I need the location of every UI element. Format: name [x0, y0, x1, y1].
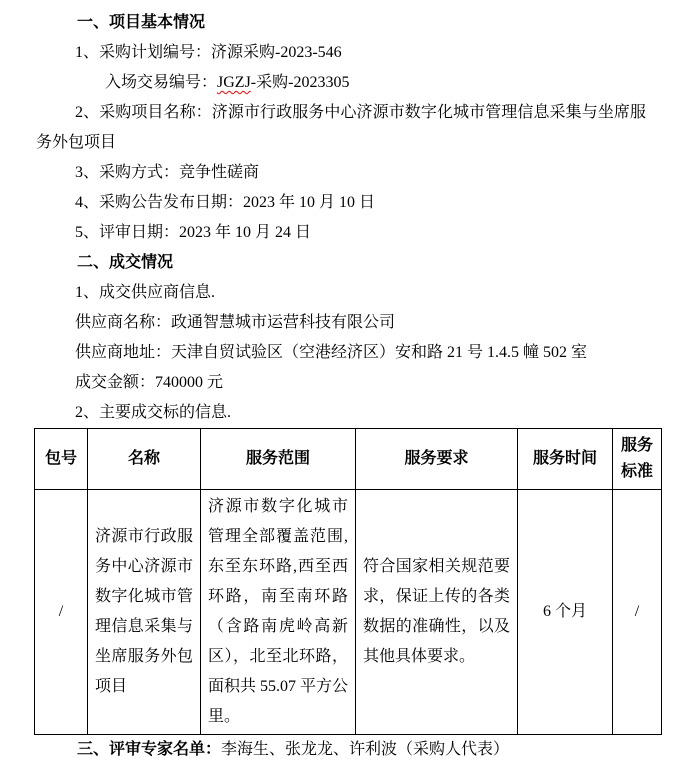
review-date-line: 5、评审日期：2023 年 10 月 24 日	[75, 224, 312, 241]
header-service-time: 服务时间	[518, 429, 613, 490]
header-service-scope: 服务范围	[201, 429, 356, 490]
experts-list-line	[36, 735, 646, 765]
procurement-method-line: 3、采购方式：竞争性磋商	[75, 164, 260, 181]
cell-service-standard: /	[613, 490, 662, 735]
supplier-name-line: 供应商名称：政通智慧城市运营科技有限公司	[75, 314, 396, 331]
trade-number-flagged-code: JGZJ	[217, 74, 251, 91]
cell-service-requirements: 符合国家相关规范要求，保证上传的各类数据的准确性，以及其他具体要求。	[356, 490, 518, 735]
trade-number-line	[36, 68, 646, 98]
table-header-row	[35, 429, 662, 490]
table-row	[35, 490, 662, 735]
cell-name: 济源市行政服务中心济源市数字化城市管理信息采集与坐席服务外包项目	[88, 490, 201, 735]
header-name: 名称	[88, 429, 201, 490]
project-name-line: 2、采购项目名称：济源市行政服务中心济源市数字化城市管理信息采集与坐席服务外包项目	[36, 104, 646, 151]
header-service-standard: 服务标准	[613, 429, 662, 490]
cell-service-scope: 济源市数字化城市管理全部覆盖范围,东至东环路,西至西环路，南至南环路（含路南虎岭高新区），北至北环路，面积共 55.07 平方公里。	[201, 490, 356, 735]
section2-heading: 二、成交情况	[77, 254, 174, 271]
award-subject-title: 2、主要成交标的信息.	[75, 404, 232, 421]
header-service-requirements: 服务要求	[356, 429, 518, 490]
plan-number-line: 1、采购计划编号：济源采购-2023-546	[75, 44, 342, 61]
experts-list-names: 李海生、张龙龙、许利波（采购人代表）	[221, 741, 510, 758]
cell-service-time: 6 个月	[518, 490, 613, 735]
experts-list-label: 三、评审专家名单：	[77, 741, 222, 758]
header-package-no: 包号	[35, 429, 88, 490]
award-details-table	[34, 428, 662, 735]
award-amount-line: 成交金额：740000 元	[75, 374, 224, 391]
trade-number-label: 入场交易编号：	[105, 74, 218, 91]
cell-package-no: /	[35, 490, 88, 735]
supplier-info-title: 1、成交供应商信息.	[75, 284, 216, 301]
section1-heading: 一、项目基本情况	[77, 14, 206, 31]
trade-number-rest: -采购-2023305	[250, 74, 350, 91]
announcement-date-line: 4、采购公告发布日期：2023 年 10 月 10 日	[75, 194, 376, 211]
supplier-address-line: 供应商地址：天津自贸试验区（空港经济区）安和路 21 号 1.4.5 幢 502 室	[75, 344, 588, 361]
